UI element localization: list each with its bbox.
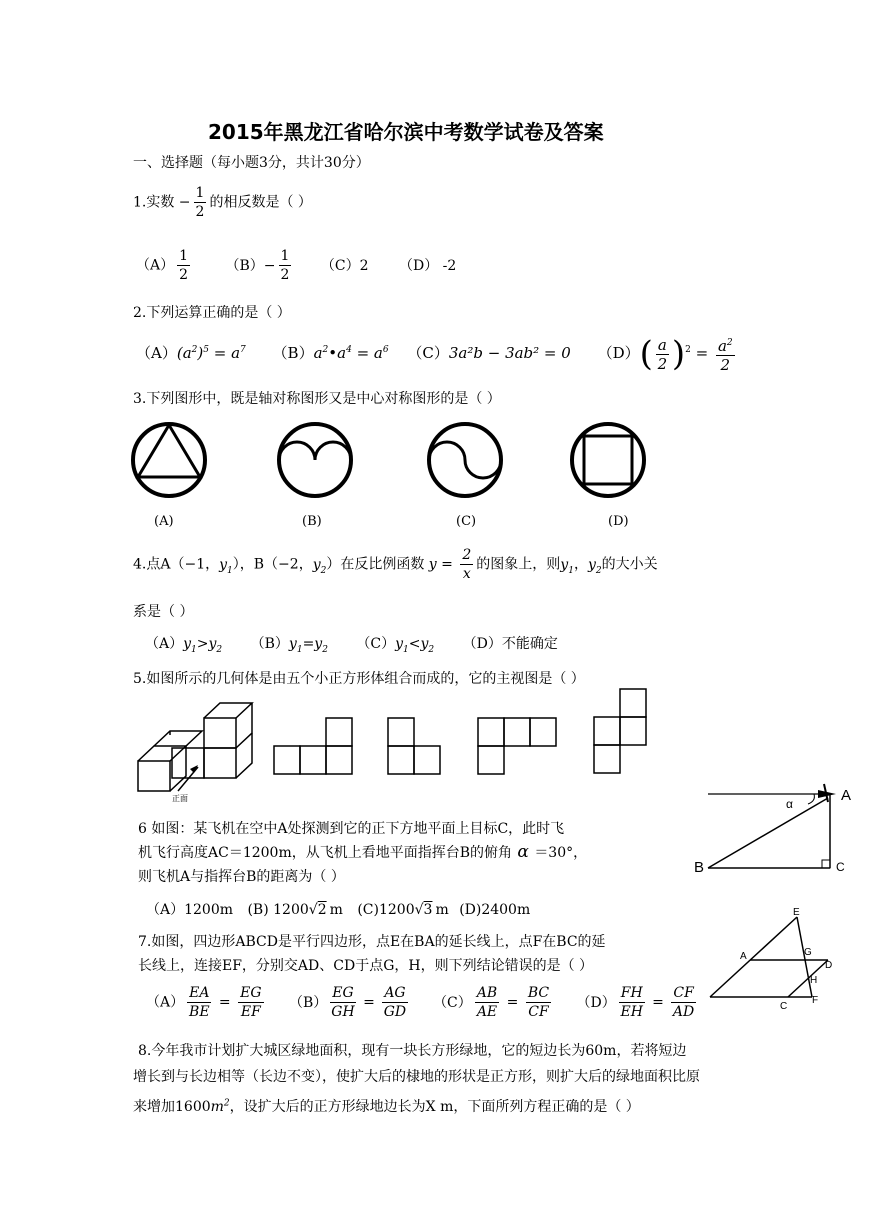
label-e: E <box>793 907 800 918</box>
q7-figure <box>700 905 850 1015</box>
q1-option-a: （A） <box>136 257 175 274</box>
q1-fraction: $\frac{1}{2}$ <box>195 185 205 220</box>
q1-prefix: 1.实数 − <box>133 194 191 211</box>
q5-option-b <box>388 718 440 774</box>
q7-options: （A） $\frac{EA}{BE}$ = $\frac{EG}{EF}$ （B） $\frac{EG}{GH}$ = $\frac{AG}{GD}$ （C） $\frac{AB}{AE}$ = $\frac{BC}{CF}$ （D） $\frac{FH}{EH}$ = $\frac{CF}{AD}$ <box>146 985 695 1020</box>
q1-options: （A） $\frac{1}{2}$ （B）− $\frac{1}{2}$ （C）2 （D） -2 <box>136 248 457 283</box>
label-c: C <box>836 860 845 874</box>
label-g: G <box>804 947 812 958</box>
question-8-line1: 8.今年我市计划扩大城区绿地面积，现有一块长方形绿地，它的短边长为60m，若将短边 <box>138 1043 687 1059</box>
q2-option-b: （B） <box>272 344 314 362</box>
q5-solid-figure <box>138 703 252 791</box>
label-c: C <box>780 1001 788 1012</box>
q1-suffix: 的相反数是（ ） <box>209 194 312 211</box>
question-2: 2.下列运算正确的是（ ） <box>133 305 291 321</box>
q3-label-d: (D) <box>608 514 629 529</box>
question-7-line2: 长线上，连接EF，分别交AD、CD于点G，H，则下列结论错误的是（ ） <box>138 958 594 974</box>
label-h: H <box>810 975 818 986</box>
q3-figures <box>125 410 665 500</box>
label-b: B <box>694 859 705 876</box>
q2-option-d: （D） <box>597 344 640 362</box>
label-a: A <box>841 787 852 804</box>
figure-c-circle-s-curve <box>429 424 501 496</box>
figure-a-circle-triangle <box>133 424 205 496</box>
q3-label-c: (C) <box>456 514 477 529</box>
q5-option-a <box>274 718 352 774</box>
airplane-icon <box>818 784 836 802</box>
q5-option-c <box>478 718 556 774</box>
q2-option-a: （A） <box>136 344 177 362</box>
label-alpha: α <box>786 797 793 811</box>
question-6-line3: 则飞机A与指挥台B的距离为（ ） <box>138 869 345 885</box>
label-f: F <box>812 995 819 1006</box>
question-1 <box>133 184 312 221</box>
q3-label-a: (A) <box>154 514 174 529</box>
label-a: A <box>740 951 747 962</box>
section-heading: 一、选择题（每小题3分，共计30分） <box>133 155 370 171</box>
q1-option-b: （B）− <box>225 257 276 274</box>
q6-options: （A）1200m (B) 1200√2 m (C)1200√3 m (D)2400m <box>146 902 531 918</box>
q2-options: $(A)(a^2)^5 = a^7$ $(B)a^2•a^4 = a^6$ （C）3a²b − 3ab² = 0 （D）( $\frac{a}{2}$ )$^2$ = $\frac{a^2}{2}$ <box>136 334 733 374</box>
q1-option-c: （C）2 <box>320 257 369 274</box>
q2-option-c: （C） <box>407 344 449 362</box>
question-6-line2: 机飞行高度AC＝1200m，从飞机上看地平面指挥台B的俯角 α ＝30°， <box>138 842 588 862</box>
question-3: 3.下列图形中，既是轴对称图形又是中心对称图形的是（ ） <box>133 391 501 407</box>
page-title: 2015年黑龙江省哈尔滨中考数学试卷及答案 <box>208 120 604 144</box>
q5-figures <box>130 685 690 805</box>
q6-figure <box>690 780 860 880</box>
question-6-line1: 6 如图：某飞机在空中A处探测到它的正下方地平面上目标C，此时飞 <box>138 821 565 837</box>
q5-front-label: 正面 <box>172 794 188 803</box>
q4-line2: 系是（ ） <box>133 604 194 620</box>
q1-option-d: （D） -2 <box>398 257 457 274</box>
figure-b-circle-heart <box>279 424 351 496</box>
question-4: 4.点A（−1，$y_1$），B（−2，$y_2$）在反比例函数 y = $\frac{2}{x}$ 的图象上，则$y_1$，$y_2$的大小关 <box>133 547 658 582</box>
q3-label-b: (B) <box>302 514 322 529</box>
q5-option-d <box>594 689 646 773</box>
q4-options: $(A)y_1>y_2$ $(B)y_1=y_2$ $(C)y_1<y_2$ （D）不能确定 <box>145 636 558 655</box>
question-5: 5.如图所示的几何体是由五个小正方形体组合而成的，它的主视图是（ ） <box>133 671 585 687</box>
question-8-line2: 增长到与长边相等（长边不变），使扩大后的棣地的形状是正方形，则扩大后的绿地面积比原 <box>133 1069 700 1085</box>
question-8-line3: 来增加$1600m^2$，设扩大后的正方形绿地边长为X m，下面所列方程正确的是（ ） <box>133 1098 640 1115</box>
question-7-line1: 7.如图，四边形ABCD是平行四边形，点E在BA的延长线上，点F在BC的延 <box>138 934 606 950</box>
figure-d-circle-square <box>572 424 644 496</box>
label-d: D <box>825 960 833 971</box>
